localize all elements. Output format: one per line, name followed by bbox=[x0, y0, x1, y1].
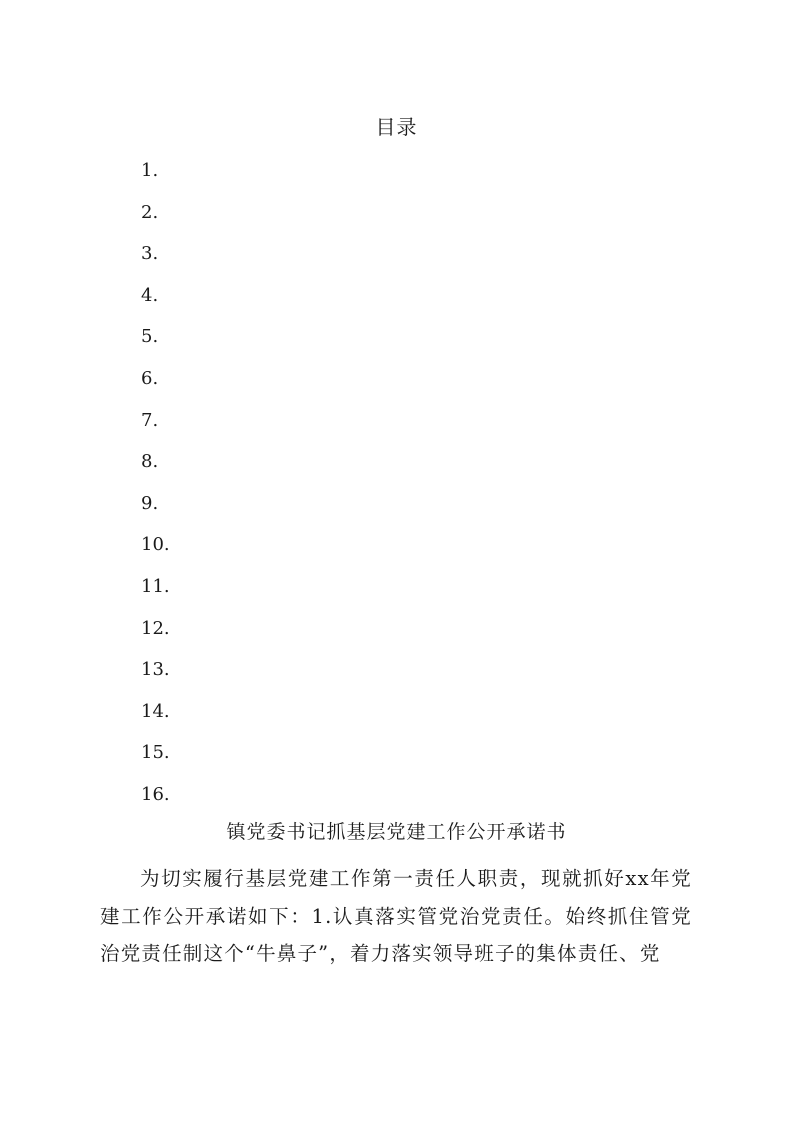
toc-item: 14. bbox=[141, 700, 170, 722]
toc-item: 11. bbox=[141, 575, 170, 597]
toc-item: 5. bbox=[141, 326, 159, 348]
toc-item: 8. bbox=[141, 451, 159, 473]
toc-item: 3. bbox=[141, 243, 159, 265]
toc-item: 9. bbox=[141, 492, 159, 514]
toc-item: 1. bbox=[141, 160, 159, 181]
toc-item: 4. bbox=[141, 284, 159, 306]
toc-item: 2. bbox=[141, 201, 159, 223]
document-title: 镇党委书记抓基层党建工作公开承诺书 bbox=[226, 821, 567, 843]
toc-item: 10. bbox=[141, 534, 170, 556]
toc-item: 7. bbox=[141, 409, 159, 431]
toc-item: 6. bbox=[141, 367, 159, 389]
toc-title: 目录 bbox=[375, 115, 418, 139]
toc-item: 13. bbox=[141, 659, 170, 681]
toc-item: 12. bbox=[141, 617, 170, 639]
body-paragraph: 为切实履行基层党建工作第一责任人职责，现就抓好xx年党建工作公开承诺如下：1.认真落实管党治党责任。始终抓住管党治党责任制这个“牛鼻子”，着力落实领导班子的集体责任、党 bbox=[100, 867, 692, 965]
toc-list bbox=[141, 157, 170, 823]
toc-item: 15. bbox=[141, 742, 170, 764]
toc-item: 16. bbox=[141, 783, 170, 805]
